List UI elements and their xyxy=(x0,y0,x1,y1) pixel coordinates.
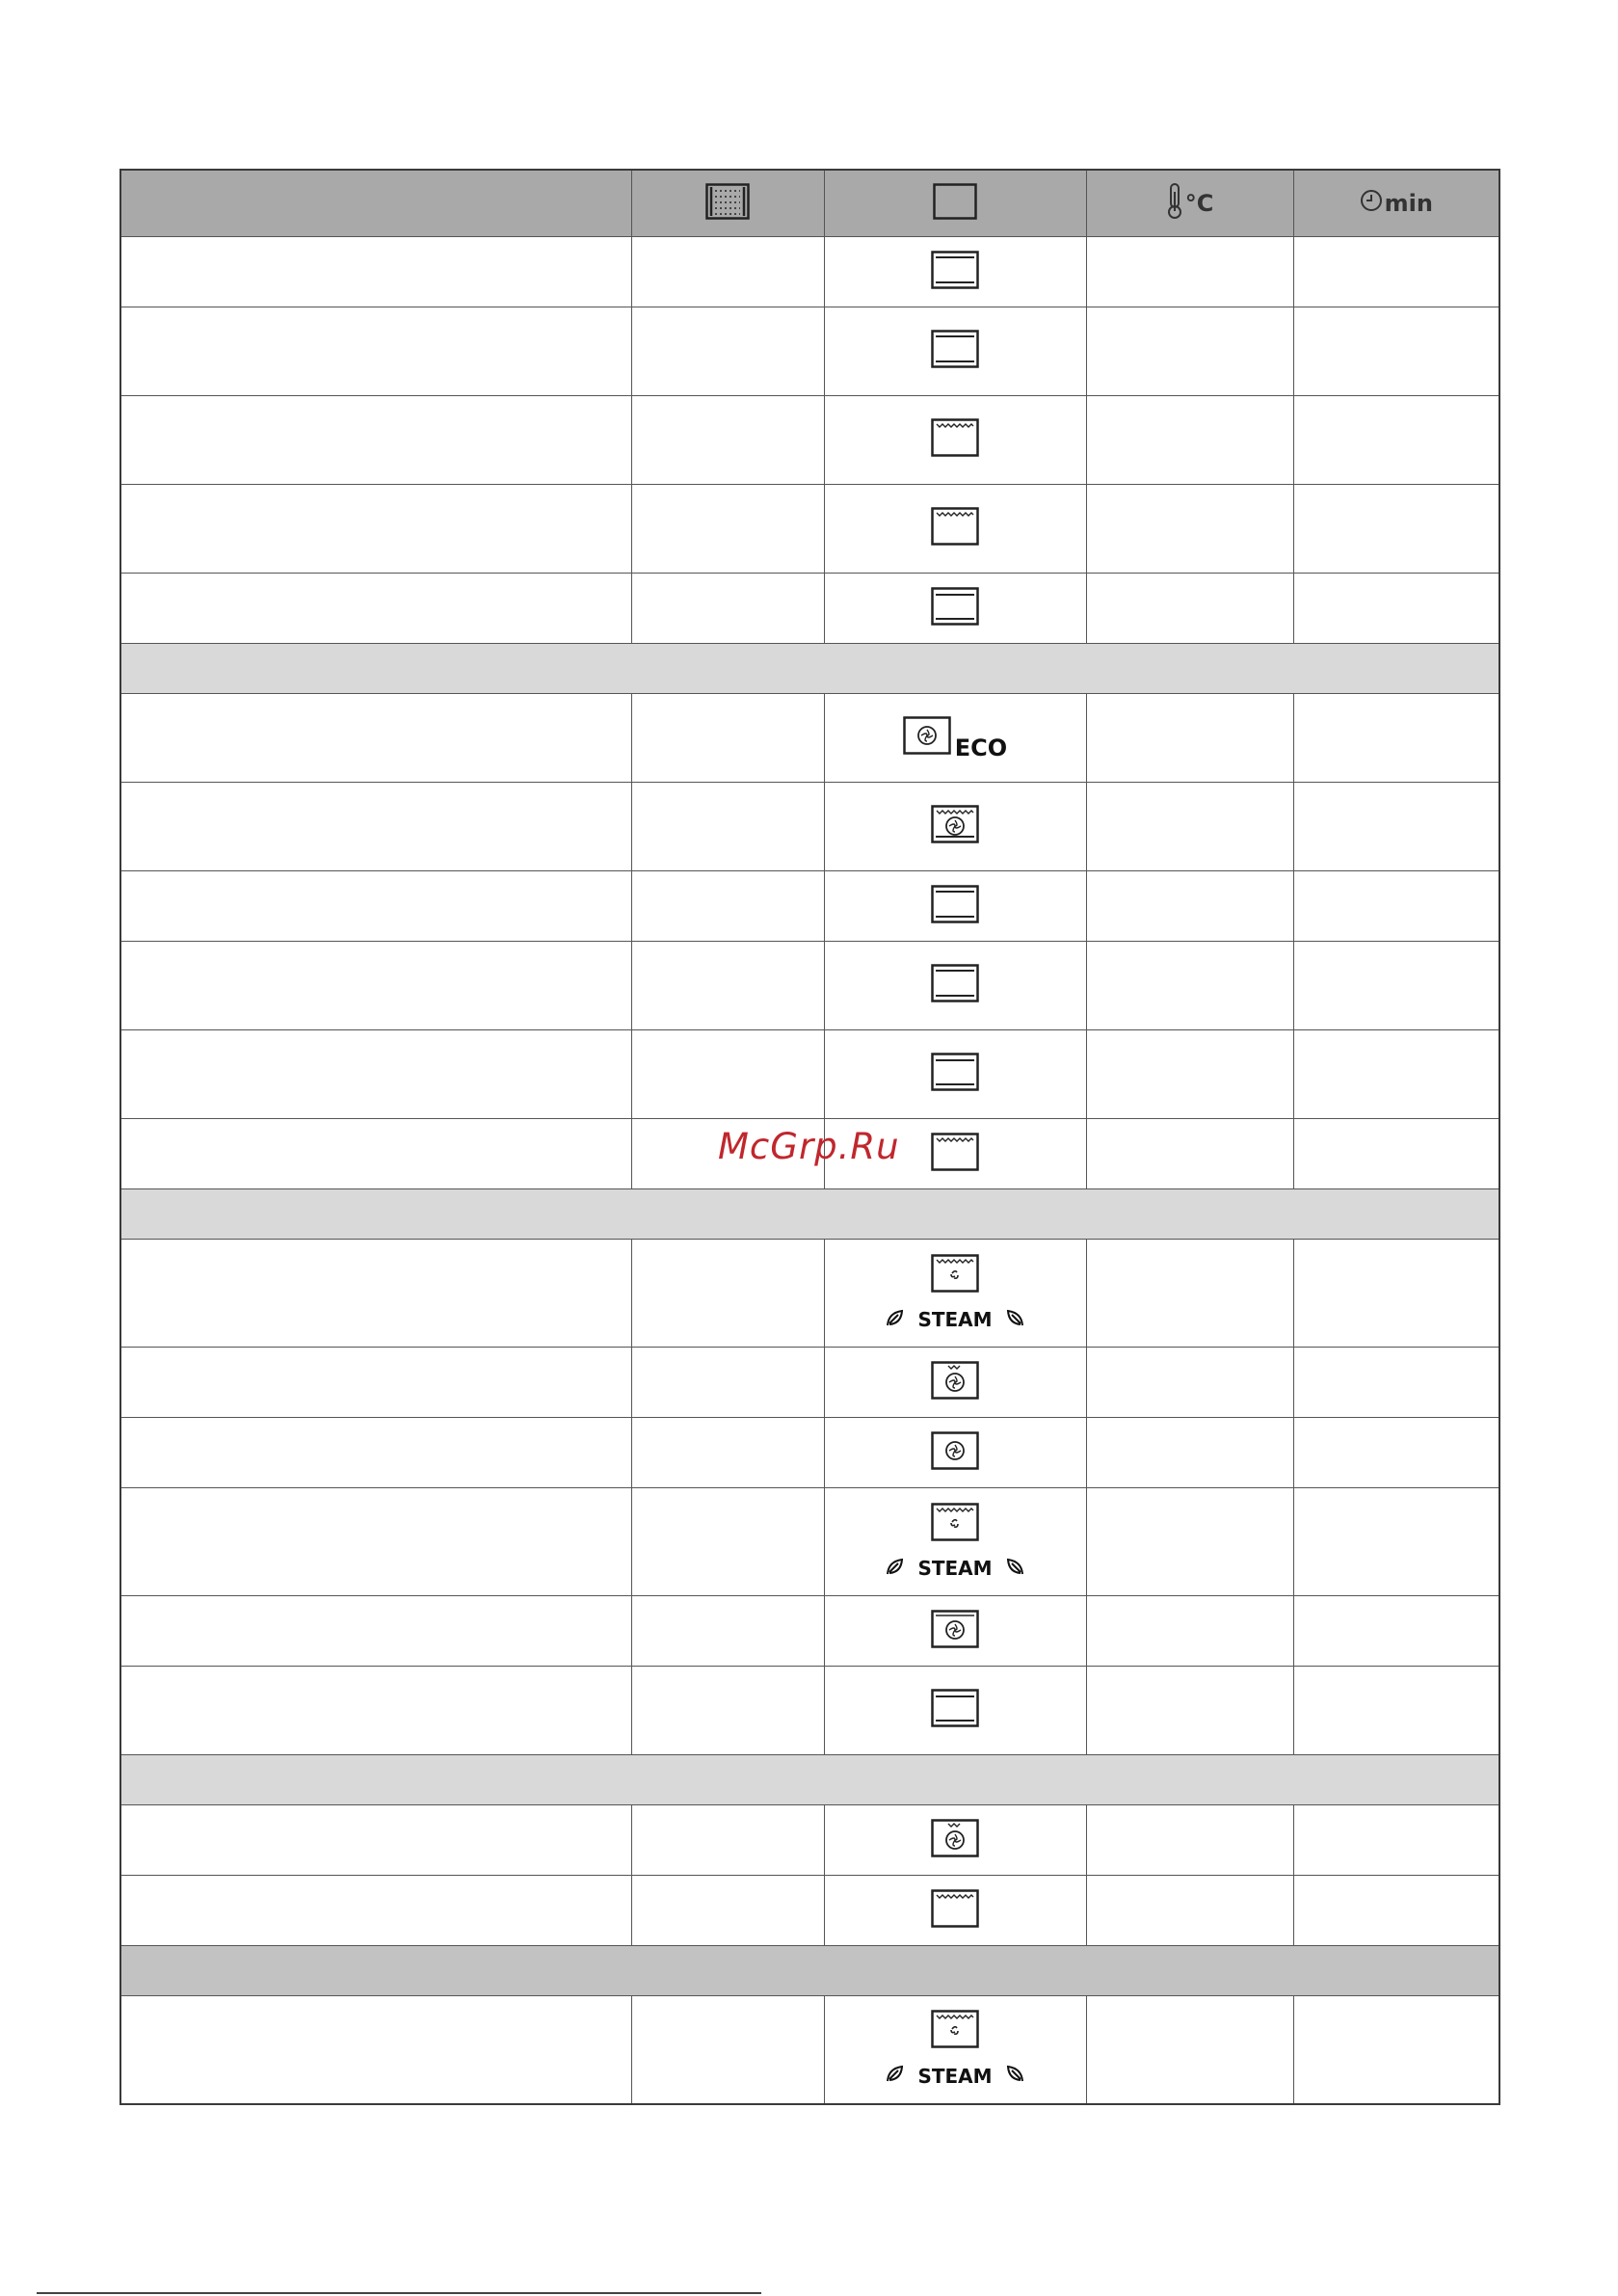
function-cell xyxy=(824,783,1086,871)
eco-label: ECO xyxy=(954,734,1008,761)
temperature-cell xyxy=(1086,1348,1293,1418)
function-cell xyxy=(824,396,1086,485)
table-header-row xyxy=(120,170,1499,237)
shelf-cell xyxy=(631,783,824,871)
grill-steam-icon xyxy=(931,2010,979,2053)
bottom-heat-icon xyxy=(931,990,979,1006)
time-label: min xyxy=(1384,190,1433,217)
steam-label: STEAM xyxy=(917,2064,993,2088)
dish-cell xyxy=(120,1667,631,1755)
steam-leaf-right-icon xyxy=(1004,2063,1025,2089)
time-cell xyxy=(1293,1667,1499,1755)
section-separator xyxy=(120,644,1499,694)
header-function xyxy=(824,170,1086,237)
function-cell xyxy=(824,942,1086,1030)
thermometer-icon xyxy=(1166,182,1183,225)
section-separator xyxy=(120,1946,1499,1996)
dish-cell xyxy=(120,1805,631,1876)
fan-top-heat-icon xyxy=(931,1387,979,1403)
dish-cell xyxy=(120,1348,631,1418)
table-row xyxy=(120,1240,1499,1348)
dish-cell xyxy=(120,574,631,644)
oven-function-icon xyxy=(933,207,977,224)
shelf-cell xyxy=(631,485,824,574)
dish-cell xyxy=(120,1488,631,1596)
shelf-cell xyxy=(631,1488,824,1596)
section-separator xyxy=(120,1189,1499,1240)
section-separator-row xyxy=(120,644,1499,694)
shelf-cell xyxy=(631,237,824,307)
bottom-heat-icon xyxy=(931,911,979,927)
shelf-cell xyxy=(631,1418,824,1488)
time-cell xyxy=(1293,1488,1499,1596)
function-cell xyxy=(824,237,1086,307)
function-cell xyxy=(824,1488,1086,1596)
top-bottom-heat-icon xyxy=(931,613,979,629)
shelf-cell xyxy=(631,694,824,783)
table-row xyxy=(120,396,1499,485)
steam-leaf-right-icon xyxy=(1004,1556,1025,1582)
steam-label: STEAM xyxy=(917,1557,993,1580)
time-cell xyxy=(1293,1348,1499,1418)
function-cell xyxy=(824,1596,1086,1667)
time-cell xyxy=(1293,1119,1499,1189)
steam-leaf-left-icon xyxy=(885,1556,906,1582)
table-row xyxy=(120,871,1499,942)
table-row xyxy=(120,307,1499,396)
table-row xyxy=(120,1805,1499,1876)
steam-indicator xyxy=(885,1556,1024,1582)
shelf-cell xyxy=(631,396,824,485)
shelf-cell xyxy=(631,1030,824,1119)
top-bottom-heat-icon xyxy=(931,1715,979,1731)
time-cell xyxy=(1293,1876,1499,1946)
function-cell xyxy=(824,871,1086,942)
table-row xyxy=(120,1667,1499,1755)
function-cell xyxy=(824,1996,1086,2104)
table-row xyxy=(120,942,1499,1030)
shelf-cell xyxy=(631,1596,824,1667)
dish-cell xyxy=(120,1596,631,1667)
temperature-cell xyxy=(1086,1030,1293,1119)
dish-cell xyxy=(120,1876,631,1946)
top-grill-icon xyxy=(931,1915,979,1932)
shelf-cell xyxy=(631,1667,824,1755)
function-cell xyxy=(824,694,1086,783)
temperature-cell xyxy=(1086,942,1293,1030)
time-cell xyxy=(1293,1418,1499,1488)
shelf-cell xyxy=(631,1348,824,1418)
temperature-cell xyxy=(1086,1805,1293,1876)
fan-box-icon xyxy=(931,1636,979,1652)
header-time xyxy=(1293,170,1499,237)
grill-fan-icon xyxy=(931,831,979,847)
temperature-cell xyxy=(1086,871,1293,942)
bottom-heat-icon xyxy=(931,356,979,372)
fan-eco-icon xyxy=(903,716,951,760)
watermark: McGrp.Ru xyxy=(718,1126,900,1167)
section-separator xyxy=(120,1755,1499,1805)
temperature-cell xyxy=(1086,1119,1293,1189)
time-cell xyxy=(1293,396,1499,485)
footer-divider xyxy=(37,2292,761,2294)
time-cell xyxy=(1293,237,1499,307)
shelf-cell xyxy=(631,871,824,942)
time-cell xyxy=(1293,1596,1499,1667)
temperature-cell xyxy=(1086,1240,1293,1348)
temperature-cell xyxy=(1086,1596,1293,1667)
temperature-cell xyxy=(1086,237,1293,307)
function-cell xyxy=(824,485,1086,574)
function-cell xyxy=(824,574,1086,644)
dish-cell xyxy=(120,1240,631,1348)
table-row xyxy=(120,574,1499,644)
dish-cell xyxy=(120,942,631,1030)
temperature-cell xyxy=(1086,1488,1293,1596)
clock-icon xyxy=(1360,189,1383,218)
time-cell xyxy=(1293,1996,1499,2104)
temperature-cell xyxy=(1086,307,1293,396)
function-cell xyxy=(824,1418,1086,1488)
table-row xyxy=(120,783,1499,871)
table-row xyxy=(120,485,1499,574)
header-temperature xyxy=(1086,170,1293,237)
steam-leaf-left-icon xyxy=(885,1307,906,1333)
temperature-cell xyxy=(1086,485,1293,574)
section-separator-row xyxy=(120,1189,1499,1240)
dish-cell xyxy=(120,694,631,783)
table-row xyxy=(120,1876,1499,1946)
temperature-cell xyxy=(1086,694,1293,783)
time-cell xyxy=(1293,1805,1499,1876)
steam-indicator xyxy=(885,1307,1024,1333)
dish-cell xyxy=(120,485,631,574)
function-cell xyxy=(824,307,1086,396)
table-row xyxy=(120,1348,1499,1418)
function-cell xyxy=(824,1030,1086,1119)
section-separator-row xyxy=(120,1755,1499,1805)
top-bottom-heat-icon xyxy=(931,1079,979,1095)
table-row xyxy=(120,1596,1499,1667)
time-cell xyxy=(1293,783,1499,871)
top-grill-icon xyxy=(931,1159,979,1175)
shelf-cell xyxy=(631,307,824,396)
temperature-cell xyxy=(1086,396,1293,485)
time-cell xyxy=(1293,1030,1499,1119)
steam-leaf-right-icon xyxy=(1004,1307,1025,1333)
dish-cell xyxy=(120,237,631,307)
table-row xyxy=(120,237,1499,307)
temperature-cell xyxy=(1086,1667,1293,1755)
shelf-cell xyxy=(631,1996,824,2104)
table-row xyxy=(120,1996,1499,2104)
time-cell xyxy=(1293,1240,1499,1348)
top-grill-icon xyxy=(931,533,979,549)
time-cell xyxy=(1293,694,1499,783)
dish-cell xyxy=(120,396,631,485)
dish-cell xyxy=(120,307,631,396)
temperature-label: °C xyxy=(1184,190,1214,217)
function-cell xyxy=(824,1667,1086,1755)
temperature-cell xyxy=(1086,1876,1293,1946)
dish-cell xyxy=(120,1418,631,1488)
shelf-cell xyxy=(631,574,824,644)
grill-steam-icon xyxy=(931,1503,979,1546)
function-cell xyxy=(824,1876,1086,1946)
shelf-cell xyxy=(631,942,824,1030)
time-cell xyxy=(1293,574,1499,644)
fan-top-heat-icon xyxy=(931,1845,979,1861)
dish-cell xyxy=(120,783,631,871)
time-cell xyxy=(1293,307,1499,396)
table-row xyxy=(120,694,1499,783)
steam-indicator xyxy=(885,2063,1024,2089)
temperature-cell xyxy=(1086,1418,1293,1488)
table-row xyxy=(120,1030,1499,1119)
temperature-cell xyxy=(1086,783,1293,871)
function-cell xyxy=(824,1348,1086,1418)
table-row xyxy=(120,1488,1499,1596)
dish-cell xyxy=(120,871,631,942)
function-cell xyxy=(824,1805,1086,1876)
temperature-cell xyxy=(1086,574,1293,644)
fan-icon xyxy=(931,1457,979,1474)
section-separator-row xyxy=(120,1946,1499,1996)
steam-label: STEAM xyxy=(917,1308,993,1331)
steam-leaf-left-icon xyxy=(885,2063,906,2089)
header-dish xyxy=(120,170,631,237)
shelf-level-icon xyxy=(705,207,750,224)
bottom-heat-icon xyxy=(931,277,979,293)
shelf-cell xyxy=(631,1240,824,1348)
time-cell xyxy=(1293,942,1499,1030)
header-shelf xyxy=(631,170,824,237)
grill-steam-icon xyxy=(931,1254,979,1297)
shelf-cell xyxy=(631,1876,824,1946)
table-row xyxy=(120,1418,1499,1488)
function-cell xyxy=(824,1240,1086,1348)
dish-cell xyxy=(120,1119,631,1189)
dish-cell xyxy=(120,1030,631,1119)
shelf-cell xyxy=(631,1805,824,1876)
dish-cell xyxy=(120,1996,631,2104)
top-grill-icon xyxy=(931,444,979,461)
time-cell xyxy=(1293,485,1499,574)
time-cell xyxy=(1293,871,1499,942)
temperature-cell xyxy=(1086,1996,1293,2104)
